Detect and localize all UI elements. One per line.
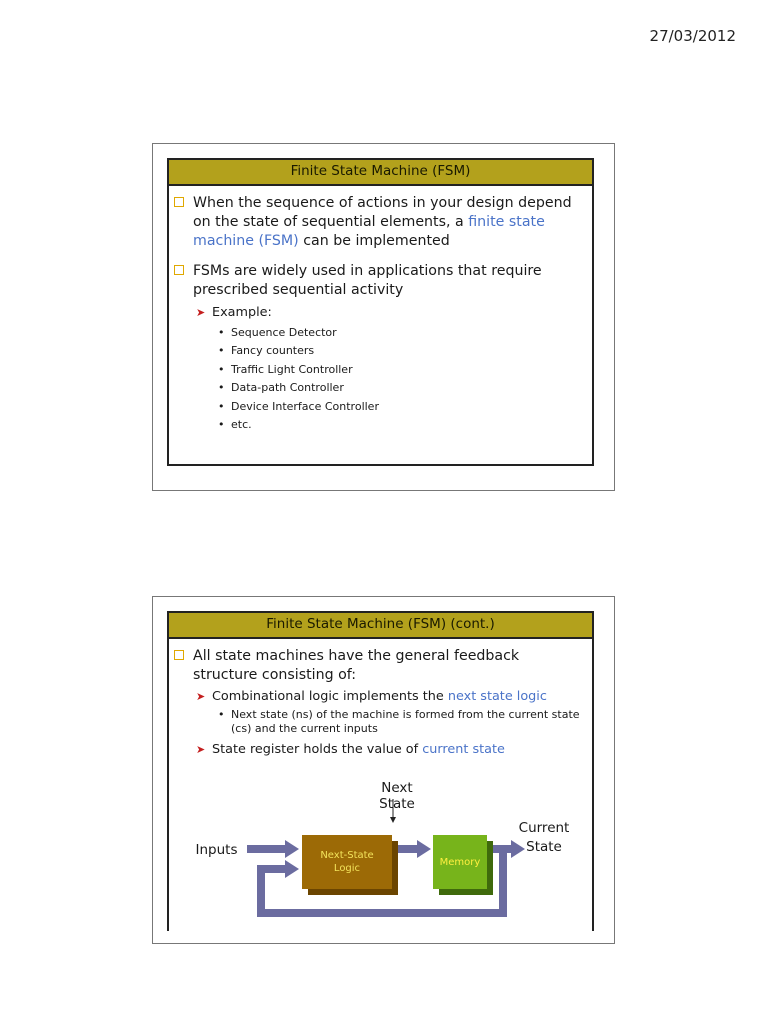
page-date: 27/03/2012 [649,27,736,45]
next-state-logic-line-2: Logic [333,863,361,874]
highlight-text: finite state machine (FSM) [193,214,545,249]
detail-text: Next state (ns) of the machine is formed from the current state (cs) and the current inputs [231,708,580,735]
feedback-right [499,849,507,917]
list-item [218,344,592,358]
next-state-logic-line-1: Next-State [320,850,374,861]
slide-1-bullet-2 [173,262,586,300]
sub-bullet-text: Combinational logic implements the [212,689,448,704]
memory-label: Memory [439,856,481,868]
nsl-to-memory-arrow-shaft [395,845,419,853]
fsm-diagram [169,613,592,931]
slide-2-title: Finite State Machine (FSM) (cont.) [169,613,592,639]
slide-1-title: Finite State Machine (FSM) [169,160,592,186]
slide-2 [152,596,615,944]
bullet-text: can be implemented [298,233,450,249]
current-state-label [514,819,574,857]
dot-bullet-icon: • [218,325,225,339]
next-state-label: Next State [379,780,415,812]
next-state-pointer-head [390,817,396,823]
list-item-text: Sequence Detector [231,325,337,339]
example-heading [196,304,592,321]
list-item-text: Fancy counters [231,344,315,357]
feedback-return-shaft [257,865,287,873]
feedback-return-head [285,860,299,878]
dot-bullet-icon: • [218,381,225,394]
inputs-label: Inputs [195,842,238,858]
bullet-text: All state machines have the general feedback structure consisting of: [193,648,520,683]
list-item-text: etc. [231,418,252,431]
input-arrow-head [285,840,299,858]
list-item [218,381,592,395]
current-state-line-1: Current [518,820,570,836]
bullet-text: When the sequence of actions in your design depend on the state of sequential elements, a [193,195,572,230]
list-item [218,418,592,432]
list-item-text: Data-path Controller [231,381,344,394]
square-bullet-icon [174,197,184,207]
feedback-bottom [257,909,507,917]
list-item [218,363,592,377]
list-item-text: Device Interface Controller [231,399,379,413]
next-state-logic-box [302,835,392,889]
slide-1-frame [167,158,594,466]
slide-1-bullet-1 [173,194,586,251]
dot-bullet-icon: • [218,418,225,431]
memory-box [433,835,487,889]
highlight-text: current state [422,742,505,757]
list-item [218,400,592,414]
sub-bullet-text: State register holds the value of [212,742,423,757]
dot-bullet-icon: • [218,708,225,721]
list-item [218,326,592,340]
example-label: Example: [212,305,272,320]
dot-bullet-icon: • [218,362,225,376]
slide-1 [152,143,615,491]
highlight-text: next state logic [447,689,547,704]
slide-2-frame [167,611,594,931]
nsl-to-memory-arrow-head [417,840,431,858]
square-bullet-icon [174,265,184,275]
bullet-text: FSMs are widely used in applications that require prescribed sequential activity [193,263,542,298]
arrow-bullet-icon: ➤ [196,306,206,319]
arrow-bullet-icon: ➤ [196,690,206,703]
dot-bullet-icon: • [218,399,225,413]
list-item-text: Traffic Light Controller [231,362,353,376]
input-arrow-shaft [247,845,287,853]
current-state-line-2: State [526,839,562,855]
dot-bullet-icon: • [218,344,225,357]
example-list [169,326,592,433]
arrow-bullet-icon: ➤ [196,743,206,756]
